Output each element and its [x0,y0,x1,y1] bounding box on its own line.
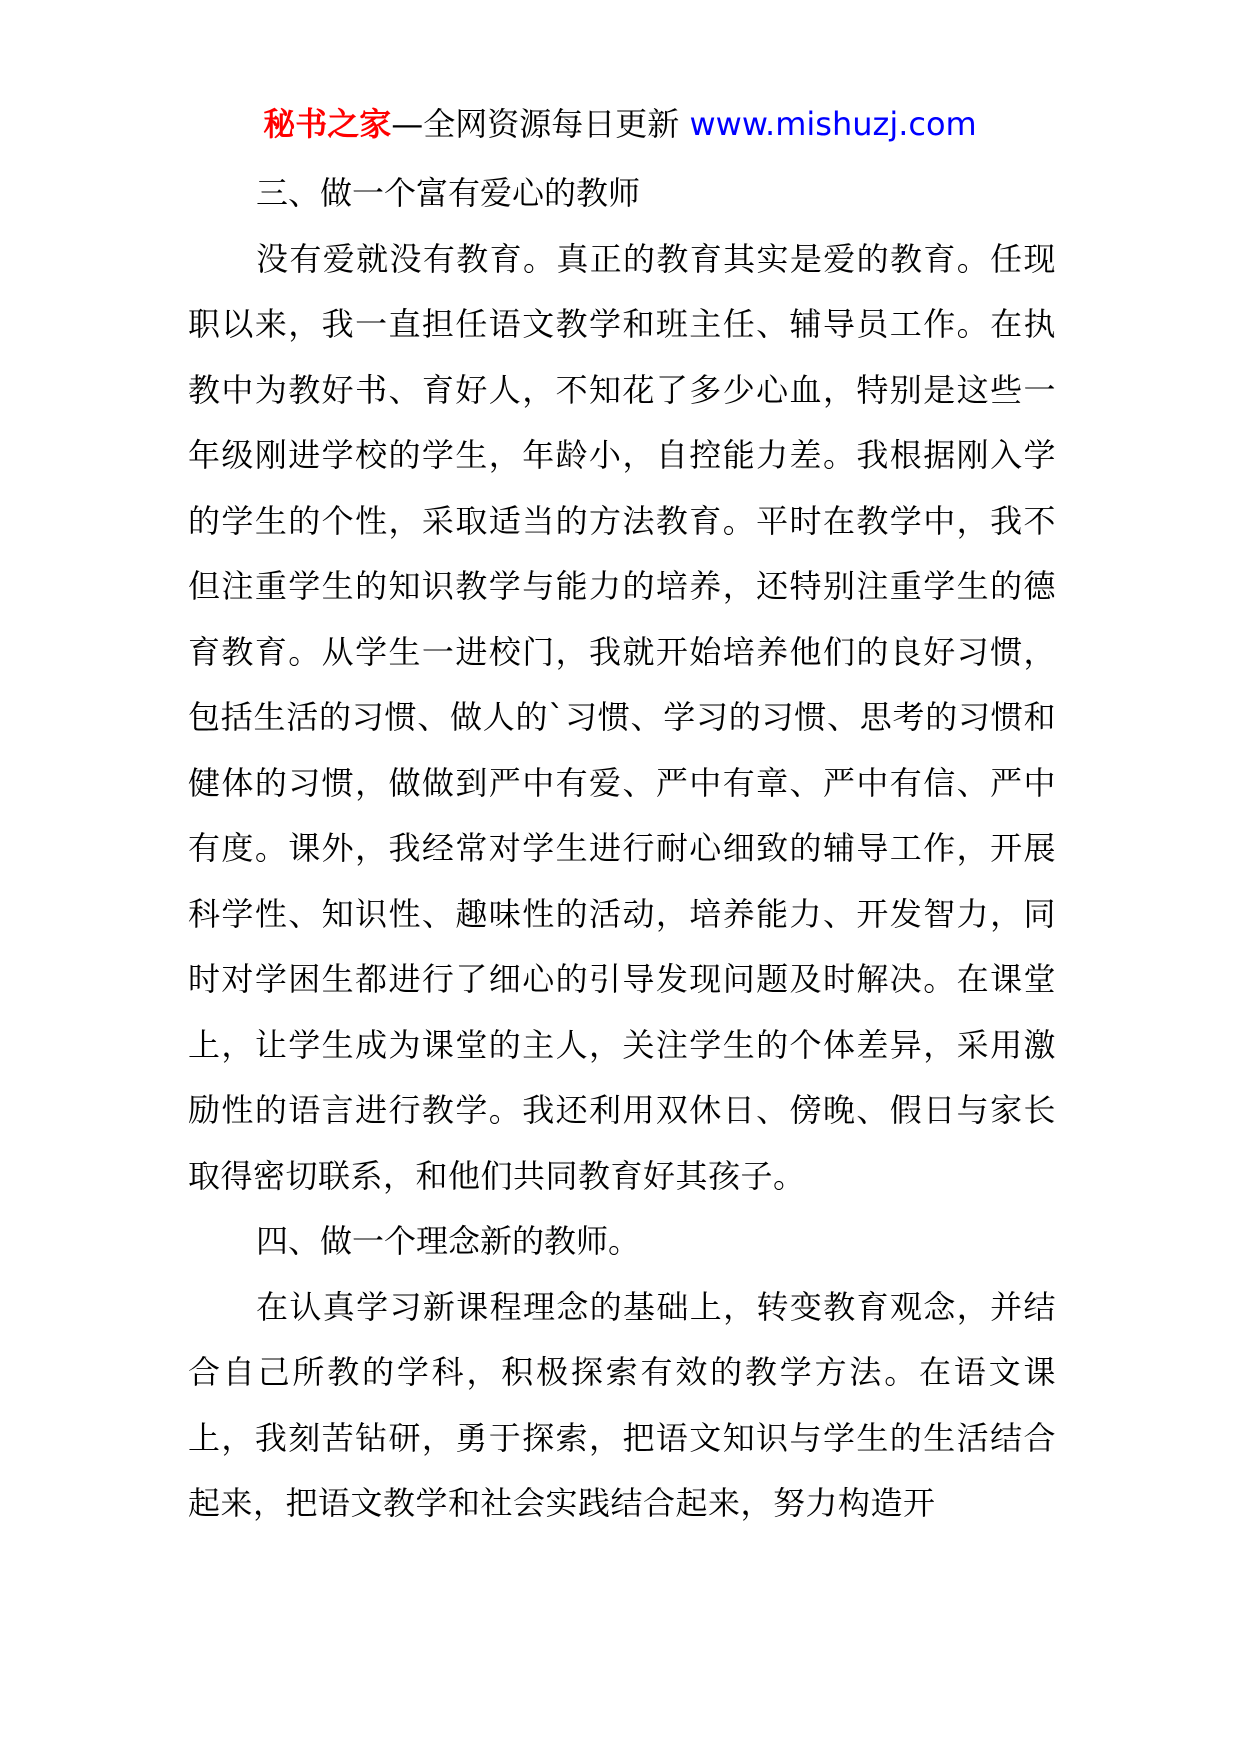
brand-name: 秘书之家 [263,105,392,143]
site-url-link[interactable]: www.mishuzj.com [689,105,977,143]
section-4-paragraph: 在认真学习新课程理念的基础上，转变教育观念，并结合自己所教的学科，积极探索有效的教学方法。在语文课上，我刻苦钻研，勇于探索，把语文知识与学生的生活结合起来，把语文教学和社会实践结合起来，努力构造开 [188,1287,1056,1522]
section-3-heading: 三、做一个富有爱心的教师 [256,174,641,212]
section-3-paragraph: 没有爱就没有教育。真正的教育其实是爱的教育。任现职以来，我一直担任语文教学和班主任、辅导员工作。在执教中为教好书、育好人，不知花了多少心血，特别是这些一年级刚进学校的学生，年龄小，自控能力差。我根据刚入学的学生的个性，采取适当的方法教育。平时在教学中，我不但注重学生的知识教学与能力的培养，还特别注重学生的德育教育。从学生一进校门，我就开始培养他们的良好习惯，包括生活的习惯、做人的`习惯、学习的习惯、思考的习惯和健体的习惯，做做到严中有爱、严中有章、严中有信、严中有度。课外，我经常对学生进行耐心细致的辅导工作，开展科学性、知识性、趣味性的活动，培养能力、开发智力，同时对学困生都进行了细心的引导发现问题及时解决。在课堂上，让学生成为课堂的主人，关注学生的个体差异，采用激励性的语言进行教学。我还利用双休日、傍晚、假日与家长取得密切联系，和他们共同教育好其孩子。 [188,239,1056,1195]
header-tagline: —全网资源每日更新 [391,105,680,143]
site-header [0,98,1240,150]
document-body [188,161,1056,1537]
section-4-heading: 四、做一个理念新的教师。 [256,1222,641,1260]
